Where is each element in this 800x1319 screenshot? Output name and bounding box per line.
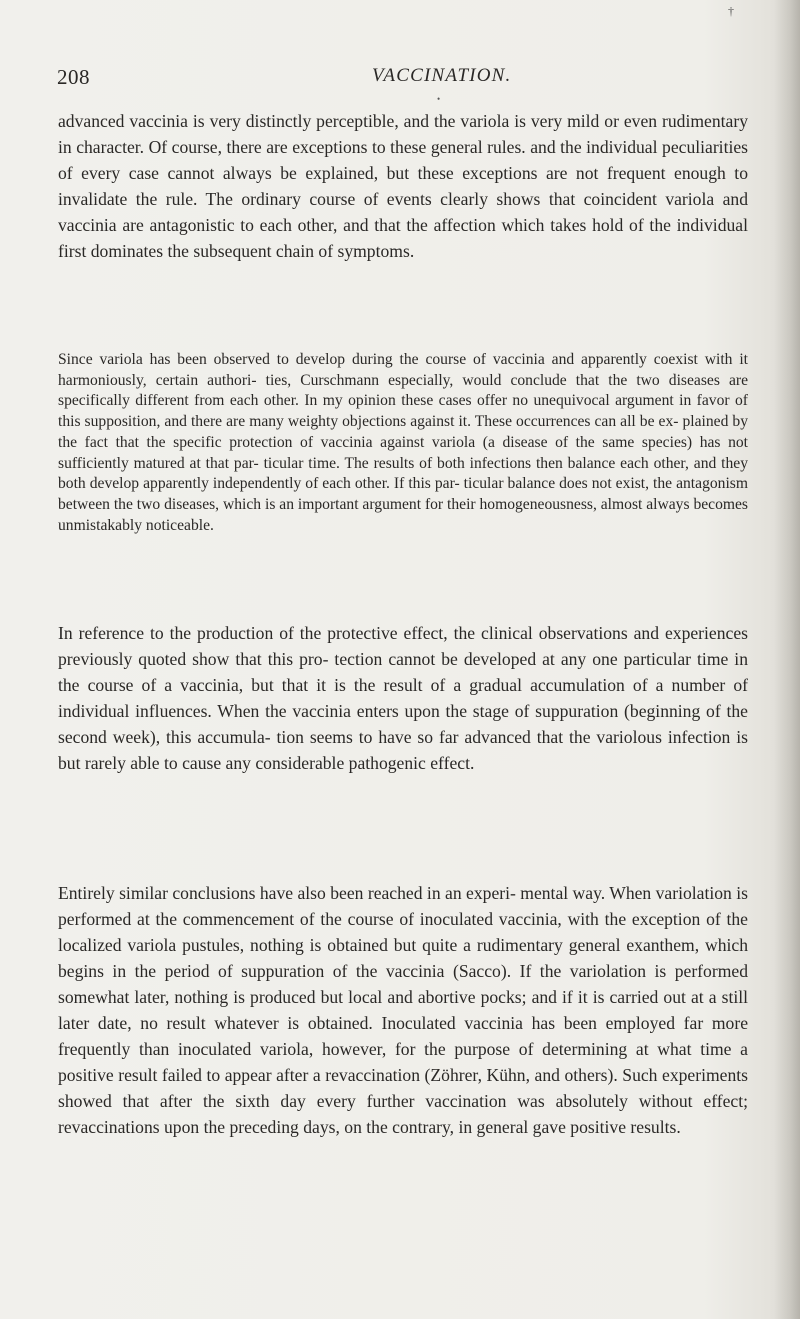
stray-mark-top: †	[728, 4, 734, 18]
paragraph-3	[58, 620, 748, 776]
page-edge-shadow	[774, 0, 800, 1319]
paragraph-text: In reference to the production of the protective effect, the clinical observations and experiences previously quoted show that this pro- tection cannot be developed at any one particular time in the course of a vaccinia, but that it is the result of a gradual accumulation of a number of individual influences. When the vaccinia enters upon the stage of suppuration (beginning of the second week), this accumula- tion seems to have so far advanced that the variolous infection is but rarely able to cause any considerable pathogenic effect.	[58, 623, 748, 773]
page-number: 208	[57, 65, 90, 89]
paragraph-text: advanced vaccinia is very distinctly perceptible, and the variola is very mild or even rudimentary in character. Of course, there are exceptions to these general rules. and the individual peculiarities of every case cannot always be explained, but these exceptions are not frequent enough to invalidate the rule. The ordinary course of events clearly shows that coincident variola and vaccinia are antagonistic to each other, and that the affection which takes hold of the individual first dominates the subsequent chain of symptoms.	[58, 111, 748, 261]
paragraph-1	[58, 108, 748, 264]
paragraph-text: Entirely similar conclusions have also been reached in an experi- mental way. When variolation is performed at the commencement of the course of inoculated vaccinia, with the exception of the localized variola pustules, nothing is obtained but quite a rudimentary general exanthem, which begins in the period of suppuration of the vaccinia (Sacco). If the variolation is performed somewhat later, nothing is produced but local and abortive pocks; and if it is carried out at a still later date, no result whatever is obtained. Inoculated vaccinia has been employed far more frequently than inoculated variola, however, for the purpose of determining at what time a positive result failed to appear after a revaccination (Zöhrer, Kühn, and others). Such experiments showed that after the sixth day every further vaccination was absolutely without effect; revaccinations upon the preceding days, on the contrary, in general gave positive results.	[58, 883, 748, 1137]
paragraph-4	[58, 880, 748, 1140]
paragraph-text: Since variola has been observed to develop during the course of vaccinia and apparently coexist with it harmoniously, certain authori- ties, Curschmann especially, would conclude that the two diseases are specifically different from each other. In my opinion these cases offer no unequivocal argument in favor of this supposition, and there are many weighty objections against it. These occurrences can all be ex- plained by the fact that the specific protection of vaccinia against variola (a disease of the same species) has not sufficiently matured at that par- ticular time. The results of both infections then balance each other, and they both develop apparently independently of each other. If this par- ticular balance does not exist, the antagonism between the two diseases, which is an important argument for their homogeneousness, almost always becomes unmistakably noticeable.	[58, 351, 749, 534]
stray-mark-mid: •	[437, 94, 441, 104]
running-title: VACCINATION.	[372, 65, 512, 86]
paragraph-2	[58, 350, 748, 536]
page-header	[0, 65, 800, 89]
